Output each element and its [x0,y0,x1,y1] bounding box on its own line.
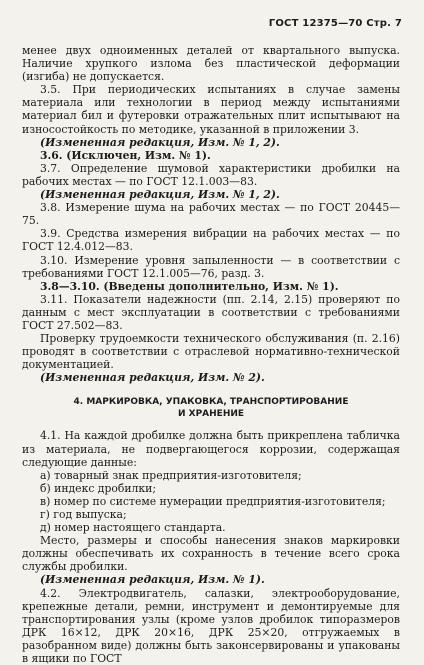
section-heading-line2: И ХРАНЕНИЕ [177,409,245,420]
paragraph-11: Проверку трудоемкости технического обслуживания (п. 2.16) проводят в соответствии с отраслевой нормативно-технической документацией. [22,332,400,372]
paragraph-6: 3.8. Измерение шума на рабочих местах — по ГОСТ 20445—75. [22,201,400,228]
tail-paragraph-0: Место, размеры и способы нанесения знаков маркировки должны обеспечивать их сохранность в течение всего срока службы дробилки. [22,534,400,574]
list-item: д) номер настоящего стандарта. [40,521,226,535]
paragraph-2: (Измененная редакция, Изм. № 1, 2). [40,135,280,149]
document-body [22,44,400,665]
tail-paragraphs-block [22,534,400,665]
list-item: б) индекс дробилки; [40,481,156,495]
section-heading-line1: 4. МАРКИРОВКА, УПАКОВКА, ТРАНСПОРТИРОВАНИЕ [73,397,349,408]
list-item: а) товарный знак предприятия-изготовителя; [40,468,302,482]
list-item: в) номер по системе нумерации предприятия-изготовителя; [40,494,386,508]
paragraph-0: менее двух одноименных деталей от квартального выпуска. Наличие хрупкого излома без пластической деформации (изгиба) не допускается. [22,44,400,84]
marking-list [22,469,400,534]
tail-paragraph-1: (Измененная редакция, Изм. № 1). [40,573,265,587]
paragraph-4: 3.7. Определение шумовой характеристики дробилки на рабочих местах — по ГОСТ 12.1.003—83. [22,161,400,188]
section-paragraph-0: 4.1. На каждой дробилке должна быть прикреплена табличка из материала, не подвергающегося коррозии, содержащая следующие данные: [22,429,400,469]
paragraph-10: 3.11. Показатели надежности (пп. 2.14, 2.15) проверяют по данным с мест эксплуатации в соответствии с требованиями ГОСТ 27.502—83. [22,292,400,332]
paragraphs-block [22,44,400,384]
list-item: г) год выпуска; [40,508,127,521]
tail-paragraph-2: 4.2. Электродвигатель, салазки, электрооборудование, крепежные детали, ремни, инструмент и демонтируемые для транспортирования узлы (кроме узлов дробилок типоразмеров ДРК 16×12, ДРК 20×16, ДРК 25×20, отгружаемых в разобранном виде) должны быть законсервированы и упакованы в ящики по ГОСТ [22,586,400,665]
paragraph-3: 3.6. (Исключен, Изм. № 1). [40,148,211,162]
paragraph-12: (Измененная редакция, Изм. № 2). [40,371,265,385]
section-heading [22,396,400,420]
paragraph-7: 3.9. Средства измерения вибрации на рабочих местах — по ГОСТ 12.4.012—83. [22,227,400,254]
paragraph-5: (Измененная редакция, Изм. № 1, 2). [40,188,280,202]
paragraph-1: 3.5. При периодических испытаниях в случае замены материала или технологии в период между испытаниями материал бил и футеровки отражательных плит испытывают на износостойкость по методике, указанной в приложении 3. [22,83,400,136]
section-paragraphs-block [22,429,400,468]
page-header: ГОСТ 12375—70 Стр. 7 [268,18,402,29]
paragraph-9: 3.8—3.10. (Введены дополнительно, Изм. № 1). [40,279,339,293]
paragraph-8: 3.10. Измерение уровня запыленности — в соответствии с требованиями ГОСТ 12.1.005—76, разд. 3. [22,253,400,280]
